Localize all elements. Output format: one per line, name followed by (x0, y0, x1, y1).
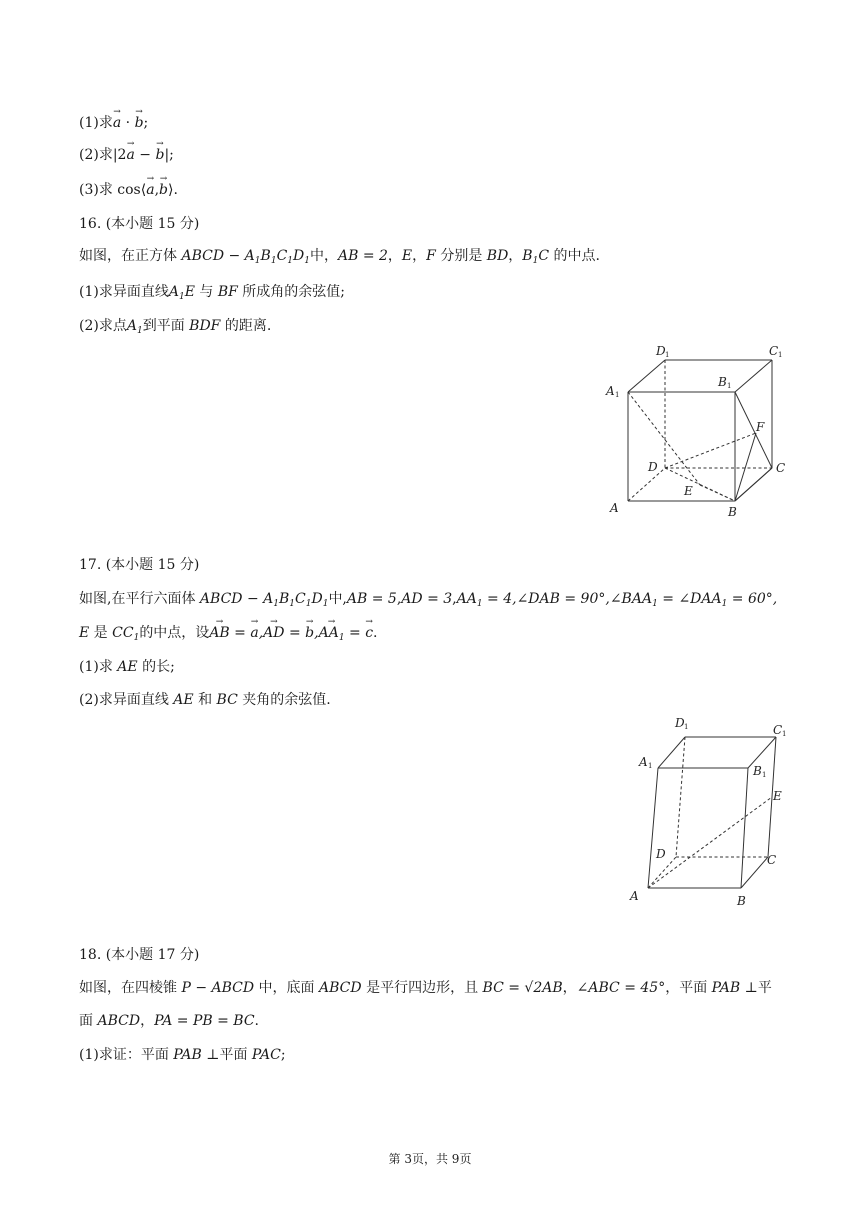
q15-part1-end: ; (143, 115, 149, 131)
q18-header: 18. (本小题 17 分) (79, 947, 200, 963)
label-B1: B (718, 375, 727, 389)
q16-intro-l: 的中点. (549, 248, 600, 264)
label-F: F (756, 420, 765, 434)
vec-b: → b (135, 113, 144, 133)
q16-intro-d: AB = 2 (337, 248, 388, 264)
label-E: E (684, 484, 693, 498)
q18-line1-a: 如图，在四棱锥 (79, 980, 182, 996)
q17-intro-k: ,∠BAA (605, 591, 653, 607)
q16-part2-b: 到平面 (142, 318, 190, 334)
page-footer: 第 3页，共 9页 (388, 1152, 472, 1166)
label-D1-sub: 1 (665, 351, 670, 359)
q18-line2-d: PA = PB = BC (154, 1013, 255, 1029)
label-D: D (656, 847, 666, 861)
q17-intro-g: , (452, 591, 457, 607)
q17-intro-f: AD = 3 (401, 591, 453, 607)
q18-line2-c: ， (140, 1013, 155, 1029)
q16-bdf: BDF (189, 318, 221, 334)
q17-intro-d: AB = 5 (346, 591, 397, 607)
label-A: A (610, 501, 619, 515)
q15-part2 (79, 145, 174, 165)
q18-line1-k: ⊥平 (740, 980, 772, 996)
vec-b: → b (155, 145, 164, 165)
q18-part1-a: (1)求证：平面 (79, 1047, 174, 1063)
q16-part2 (79, 316, 271, 336)
label-A1: A (639, 755, 648, 769)
label-B1: B (753, 764, 762, 778)
q16-cube-name: ABCD − $A_1B_1C_1D_1$ (181, 248, 310, 266)
q18-line1-j: PAB (711, 980, 741, 996)
q18-line1-g: ， (562, 980, 577, 996)
q18-part1-d: PAC (251, 1047, 281, 1063)
label-C1-sub: 1 (778, 351, 783, 359)
q18-line1-c: 中，底面 (254, 980, 320, 996)
q18-line1-i: ，平面 (665, 980, 712, 996)
q15-part3-text: (3)求 cos⟨ (79, 182, 147, 198)
q17-part2-e: 夹角的余弦值. (237, 692, 331, 708)
q15-part2-text: (2)求|2 (79, 147, 127, 163)
q17-intro-a: 如图,在平行六面体 (79, 591, 200, 607)
label-A1: A (606, 384, 615, 398)
q17-intro-e: , (396, 591, 402, 607)
vec-b: → b (159, 180, 168, 200)
q16-intro-e: ， (387, 248, 402, 264)
q17-intro-i: = 4 (482, 591, 513, 607)
q16-b1c: $B_1C$ (522, 248, 550, 266)
q17-part2-a: (2)求异面直线 (79, 692, 174, 708)
label-C1: C (769, 344, 779, 358)
q16-header: 16. (本小题 15 分) (79, 216, 200, 232)
q18-part1 (79, 1045, 286, 1065)
q15-part1: (1)求→ a · → b; (79, 113, 148, 133)
q16-intro-h: F (426, 248, 436, 264)
q17-part1-c: 的长; (137, 659, 175, 675)
label-C: C (776, 461, 786, 475)
q17-header: 17. (本小题 15 分) (79, 557, 200, 573)
q17-cc1: $CC_1$ (112, 625, 140, 643)
q17-intro-j: ,∠DAB = 90° (512, 591, 606, 607)
q17-line2-b: 是 (89, 625, 113, 641)
q16-intro-g: ， (412, 248, 427, 264)
q17-intro-c: 中, (328, 591, 347, 607)
q16-intro-b: ABCD − A (181, 248, 255, 264)
q17-line2-c: 的中点，设 (139, 625, 210, 641)
q18-part1-c: ⊥平面 (201, 1047, 252, 1063)
q15-part2-mid: − (134, 147, 156, 163)
q17-parallelepiped-figure (628, 712, 798, 910)
q18-line1-h: ∠ABC = 45° (576, 980, 666, 996)
label-B1-sub: 1 (762, 771, 767, 779)
q17-intro-m: = 60°, (727, 591, 778, 607)
q17-intro: 如图,在平行六面体 ABCD − $A_1B_1C_1D_1$中$,AB = 5,AD = 3,AA_1$ = 4,∠DAB = $90^\circ,\angle BAA_1$ = $\angle DAA_1 = 60^\circ$, (79, 591, 778, 609)
q17-part2-c: 和 (193, 692, 217, 708)
label-C1: C (773, 723, 783, 737)
vec-a: → a (126, 145, 134, 165)
q18-line2-b: ABCD (97, 1013, 141, 1029)
q15-part3: (3)求 cos⟨→ a,→ b⟩. (79, 180, 178, 200)
vec-a: → a (113, 113, 121, 133)
q16-cube-figure (598, 338, 798, 520)
q16-a1: $A_1$ (126, 318, 143, 336)
q18-line2-a: 面 (79, 1013, 98, 1029)
label-B: B (737, 894, 746, 908)
q18-part1-b: PAB (173, 1047, 202, 1063)
label-E: E (773, 789, 782, 803)
q17-part1 (79, 657, 175, 677)
q16-bf: BF (217, 284, 238, 300)
q16-intro-k: ， (508, 248, 523, 264)
q18-part1-e: ; (280, 1047, 286, 1063)
q17-part1-a: (1)求 (79, 659, 118, 675)
q18-line1-d: ABCD (319, 980, 362, 996)
label-D1: D (656, 344, 666, 358)
q16-part1-c: 所成角的余弦值; (237, 284, 346, 300)
q16-a1e: $A_1E$ (168, 284, 195, 302)
q18-line2-e: . (254, 1013, 259, 1029)
q18-line1-b: P − ABCD (181, 980, 255, 996)
q18-line1-e: 是平行四边形，且 (361, 980, 483, 996)
q16-intro-i: 分别是 (435, 248, 487, 264)
q16-intro-f: E (401, 248, 413, 264)
q18-line1-f: BC = √2AB (482, 980, 563, 996)
q17-solid-name: ABCD − $A_1B_1C_1D_1$ (199, 591, 329, 609)
q17-part1-b: AE (117, 659, 138, 675)
label-B: B (728, 505, 737, 519)
q16-part1 (79, 282, 345, 302)
q17-part2 (79, 690, 331, 710)
q16-part1-b: 与 (194, 284, 218, 300)
label-C: C (767, 853, 777, 867)
q17-intro-line2: E 是 $CC_1$的中点，设→ AB = → a,→ AD = → $b,\to AA_1$ = → c. (79, 623, 377, 643)
q17-intro-l: = ∠DAA (657, 591, 722, 607)
q16-part2-a: (2)求点 (79, 318, 127, 334)
label-D1-sub: 1 (684, 723, 689, 731)
label-A: A (630, 889, 639, 903)
label-C1-sub: 1 (782, 730, 787, 738)
label-A1-sub: 1 (615, 391, 620, 399)
q17-part2-b: AE (173, 692, 194, 708)
q15-part1-text: (1)求 (79, 115, 113, 131)
label-A1-sub: 1 (648, 762, 653, 770)
label-D1: D (675, 716, 685, 730)
q18-line1 (79, 978, 772, 998)
q15-part2-end: |; (164, 147, 174, 163)
q15-part3-end: ⟩. (167, 182, 178, 198)
label-B1-sub: 1 (727, 382, 732, 390)
q16-intro-a: 如图，在正方体 (79, 248, 182, 264)
q16-intro-j: BD (486, 248, 509, 264)
q16-intro (79, 246, 600, 266)
vec-a: → a (146, 180, 154, 200)
q17-line2-a: E (79, 625, 90, 641)
q17-intro-h: AA (456, 591, 477, 607)
q17-part2-d: BC (216, 692, 238, 708)
q17-vectors: → AB = → a,→ AD = → $b,\to AA_1$ = → c (209, 625, 373, 641)
label-D: D (648, 460, 658, 474)
q16-part1-a: (1)求异面直线 (79, 284, 169, 300)
q16-part2-c: 的距离. (220, 318, 272, 334)
q18-line2 (79, 1011, 259, 1031)
q16-intro-c: 中， (309, 248, 338, 264)
